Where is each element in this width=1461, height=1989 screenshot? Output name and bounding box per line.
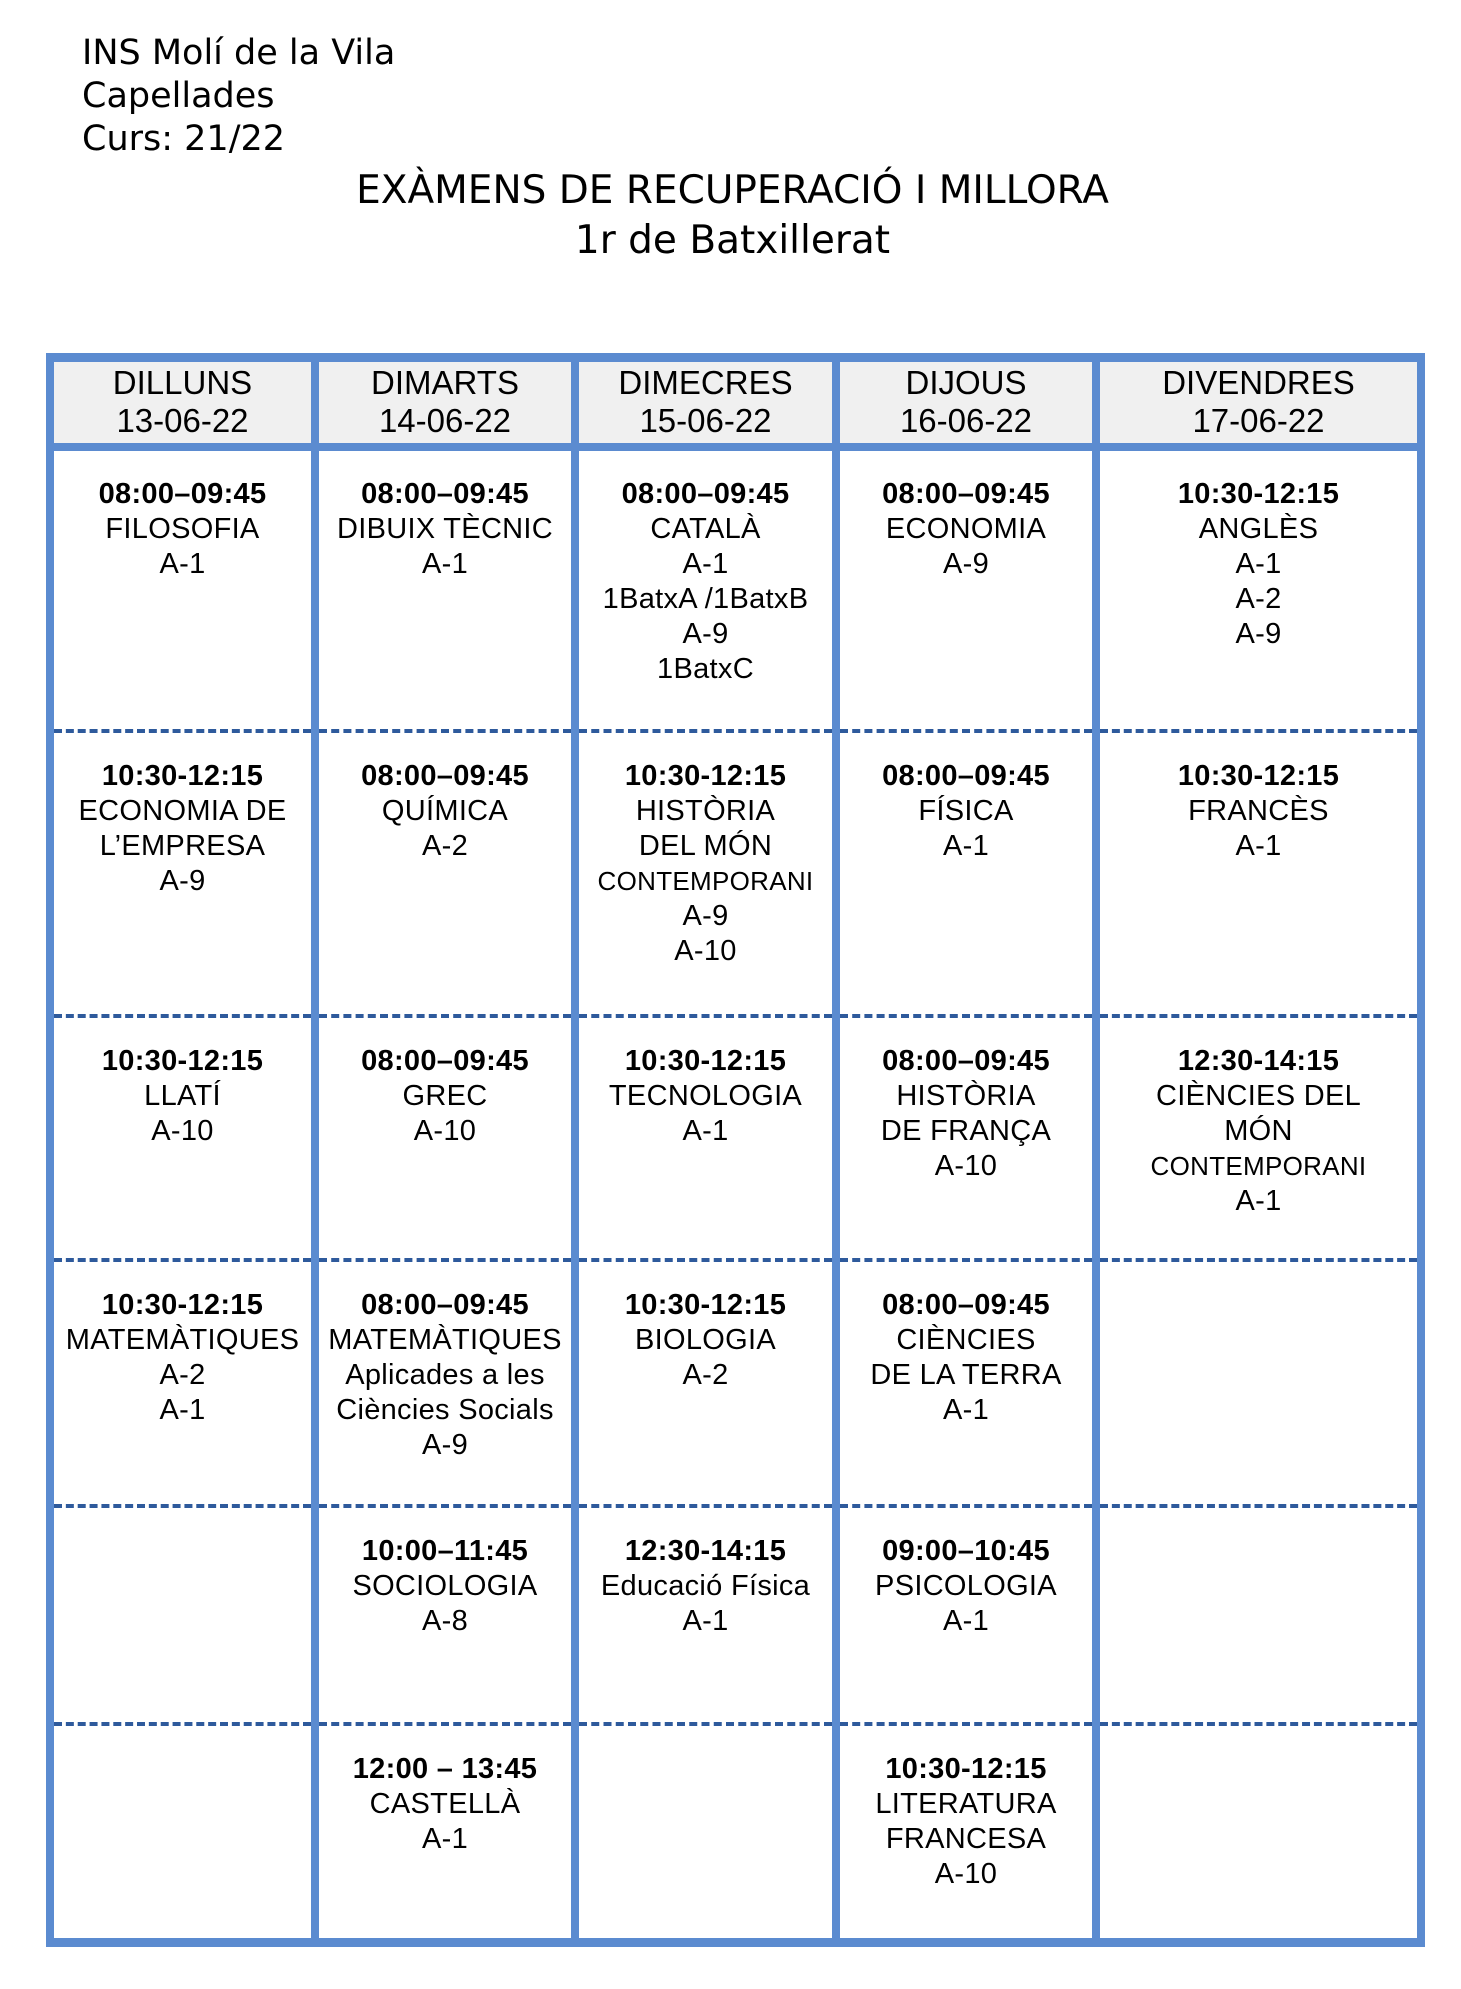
exam-subject: Educació Física [600,1570,811,1603]
exam-cell [575,731,836,1016]
exam-time: 08:00–09:45 [361,1288,529,1321]
exam-detail: A-1 [421,1823,469,1856]
page-subtitle: 1r de Batxillerat [574,218,891,263]
exam-entry [1100,1018,1417,1219]
exam-cell [315,731,575,1016]
exam-detail: A-1 [942,1393,990,1426]
exam-cell [575,1260,836,1506]
exam-entry [840,1262,1092,1428]
exam-time: 10:30-12:15 [101,760,264,793]
exam-detail: A-2 [159,1358,206,1391]
exam-entry [579,1262,832,1393]
day-name: DILLUNS [112,364,253,402]
exam-detail: 1BatxC [657,652,754,685]
exam-cell [50,1260,315,1506]
exam-subject: CIÈNCIES [896,1323,1036,1356]
exam-subject: GREC [402,1079,488,1112]
exam-detail: A-10 [934,1858,998,1891]
exam-subject: TECNOLOGIA [608,1079,803,1112]
day-name: DIVENDRES [1162,364,1355,402]
day-date: 14-06-22 [378,402,512,440]
exam-detail: A-8 [421,1605,469,1638]
exam-detail: A-9 [682,900,729,933]
exam-entry [840,1018,1092,1184]
exam-detail: A-1 [942,1605,990,1638]
exam-detail: DE FRANÇA [880,1114,1052,1147]
exam-time: 10:30-12:15 [101,1044,264,1077]
schedule-row [50,1016,1421,1260]
exam-subject: FILOSOFIA [105,512,260,545]
exam-cell [1096,1260,1421,1506]
exam-detail: A-10 [151,1114,214,1147]
exam-detail: A-1 [682,1114,729,1147]
exam-detail: A-2 [682,1358,729,1391]
exam-entry [840,1726,1092,1892]
school-course: Curs: 21/22 [82,119,286,159]
exam-detail: A-9 [421,1428,469,1461]
document-titles [0,166,1461,266]
exam-detail: CONTEMPORANI [1150,1150,1367,1181]
exam-subject: ECONOMIA [885,512,1047,545]
exam-entry [579,1018,832,1149]
exam-detail: DE LA TERRA [870,1358,1062,1391]
exam-entry [54,1262,311,1428]
exam-cell [836,731,1096,1016]
exam-entry [1100,733,1417,864]
exam-detail: A-10 [413,1114,477,1147]
exam-time: 08:00–09:45 [361,477,529,510]
exam-entry [319,733,571,864]
exam-cell [315,1724,575,1942]
exam-entry [579,451,832,687]
exam-subject: FRANCÈS [1188,795,1329,828]
exam-time: 10:30-12:15 [624,1288,787,1321]
day-header [50,358,315,447]
exam-entry [319,451,571,582]
exam-cell [836,1016,1096,1260]
exam-cell [575,447,836,732]
exam-subject: DIBUIX TÈCNIC [336,512,554,545]
exam-entry [579,1508,832,1639]
exam-cell [1096,447,1421,732]
exam-schedule-table [46,353,1425,1947]
exam-entry [54,1726,311,1752]
exam-cell [575,1506,836,1724]
exam-time: 08:00–09:45 [98,477,267,510]
exam-cell [836,1260,1096,1506]
day-header [575,358,836,447]
exam-cell [50,1724,315,1942]
exam-entry [54,1508,311,1534]
exam-entry [1100,1262,1417,1288]
exam-time: 10:30-12:15 [101,1288,264,1321]
exam-cell [1096,1016,1421,1260]
exam-subject: HISTÒRIA [635,795,776,828]
exam-detail: A-9 [682,617,729,650]
exam-entry [579,733,832,969]
exam-entry [54,1018,311,1149]
page-title: EXÀMENS DE RECUPERACIÓ I MILLORA [356,168,1109,213]
exam-subject: CASTELLÀ [369,1788,521,1821]
day-date: 13-06-22 [116,402,249,440]
exam-cell [575,1724,836,1942]
exam-subject: CATALÀ [650,512,761,545]
exam-cell [50,731,315,1016]
exam-cell [1096,1506,1421,1724]
exam-cell [50,1016,315,1260]
exam-cell [315,1506,575,1724]
exam-subject: ECONOMIA DE [78,795,287,828]
exam-time: 10:30-12:15 [624,1044,787,1077]
exam-detail: A-9 [1235,617,1282,650]
day-header [315,358,575,447]
exam-subject: MATEMÀTIQUES [65,1323,300,1356]
day-header [1096,358,1421,447]
exam-cell [50,447,315,732]
exam-time: 12:30-14:15 [624,1535,787,1568]
exam-time: 08:00–09:45 [621,477,790,510]
day-name: DIMECRES [618,364,793,402]
exam-detail: A-1 [682,547,729,580]
exam-time: 12:00 – 13:45 [352,1753,538,1786]
exam-time: 10:30-12:15 [885,1753,1047,1786]
exam-subject: PSICOLOGIA [875,1570,1057,1603]
exam-detail: A-2 [421,830,469,863]
exam-detail: A-1 [421,547,469,580]
schedule-row [50,1260,1421,1506]
exam-entry [54,733,311,899]
exam-entry [319,1508,571,1639]
exam-entry [840,733,1092,864]
exam-cell [836,1724,1096,1942]
exam-entry [579,1726,832,1752]
exam-detail: MÓN [1224,1114,1293,1147]
schedule-row [50,447,1421,732]
exam-cell [50,1506,315,1724]
exam-cell [836,447,1096,732]
exam-time: 10:30-12:15 [624,760,787,793]
exam-detail: Ciències Socials [336,1393,554,1426]
exam-subject: SOCIOLOGIA [352,1570,538,1603]
day-header [836,358,1096,447]
schedule-row [50,1506,1421,1724]
exam-entry [840,451,1092,582]
exam-cell [575,1016,836,1260]
exam-subject: MATEMÀTIQUES [328,1323,562,1356]
exam-cell [836,1506,1096,1724]
exam-detail: A-1 [159,1393,206,1426]
exam-detail: A-1 [1235,830,1282,863]
exam-subject: HISTÒRIA [896,1079,1036,1112]
school-info [82,32,395,161]
exam-cell [1096,1724,1421,1942]
exam-subject: QUÍMICA [381,795,509,828]
exam-detail: DEL MÓN [638,830,773,863]
exam-entry [319,1018,571,1149]
exam-time: 08:00–09:45 [361,760,529,793]
exam-time: 08:00–09:45 [882,477,1050,510]
exam-detail: 1BatxA /1BatxB [602,582,809,615]
exam-detail: CONTEMPORANI [597,866,814,897]
exam-cell [315,447,575,732]
exam-time: 10:30-12:15 [1177,477,1340,510]
exam-entry [840,1508,1092,1639]
exam-detail: A-1 [1235,1184,1282,1217]
exam-time: 12:30-14:15 [1177,1044,1340,1077]
school-town: Capellades [82,76,275,116]
exam-subject: LITERATURA [875,1788,1057,1821]
exam-entry [54,451,311,582]
exam-subject: FÍSICA [918,795,1014,828]
exam-detail: A-10 [674,935,737,968]
exam-cell [1096,731,1421,1016]
exam-subject: ANGLÈS [1198,512,1319,545]
day-name: DIMARTS [371,364,519,402]
exam-entry [319,1726,571,1857]
exam-time: 08:00–09:45 [882,760,1050,793]
exam-time: 08:00–09:45 [882,1044,1050,1077]
exam-detail: A-1 [942,830,990,863]
exam-time: 08:00–09:45 [361,1044,529,1077]
exam-subject: CIÈNCIES DEL [1155,1079,1362,1112]
exam-detail: A-1 [1235,547,1282,580]
exam-detail: A-9 [942,547,990,580]
schedule-row [50,1724,1421,1942]
day-header-row [50,358,1421,447]
exam-entry [319,1262,571,1463]
exam-entry [1100,1726,1417,1752]
exam-time: 10:30-12:15 [1177,760,1340,793]
schedule-row [50,731,1421,1016]
exam-detail: A-9 [159,865,206,898]
day-date: 15-06-22 [639,402,772,440]
day-name: DIJOUS [905,364,1027,402]
exam-cell [315,1260,575,1506]
exam-time: 08:00–09:45 [882,1288,1050,1321]
exam-detail: A-10 [934,1149,998,1182]
exam-detail: A-2 [1235,582,1282,615]
day-date: 17-06-22 [1192,402,1325,440]
exam-subject: BIOLOGIA [635,1323,776,1356]
exam-subject: LLATÍ [144,1079,221,1112]
exam-detail: L’EMPRESA [99,830,266,863]
exam-entry [1100,451,1417,652]
exam-detail: A-1 [159,547,206,580]
exam-time: 09:00–10:45 [882,1535,1050,1568]
exam-detail: FRANCESA [885,1823,1047,1856]
exam-entry [1100,1508,1417,1534]
exam-detail: A-1 [682,1605,729,1638]
exam-cell [315,1016,575,1260]
day-date: 16-06-22 [899,402,1033,440]
exam-time: 10:00–11:45 [361,1535,529,1568]
school-name: INS Molí de la Vila [82,33,396,73]
exam-detail: Aplicades a les [345,1358,545,1391]
